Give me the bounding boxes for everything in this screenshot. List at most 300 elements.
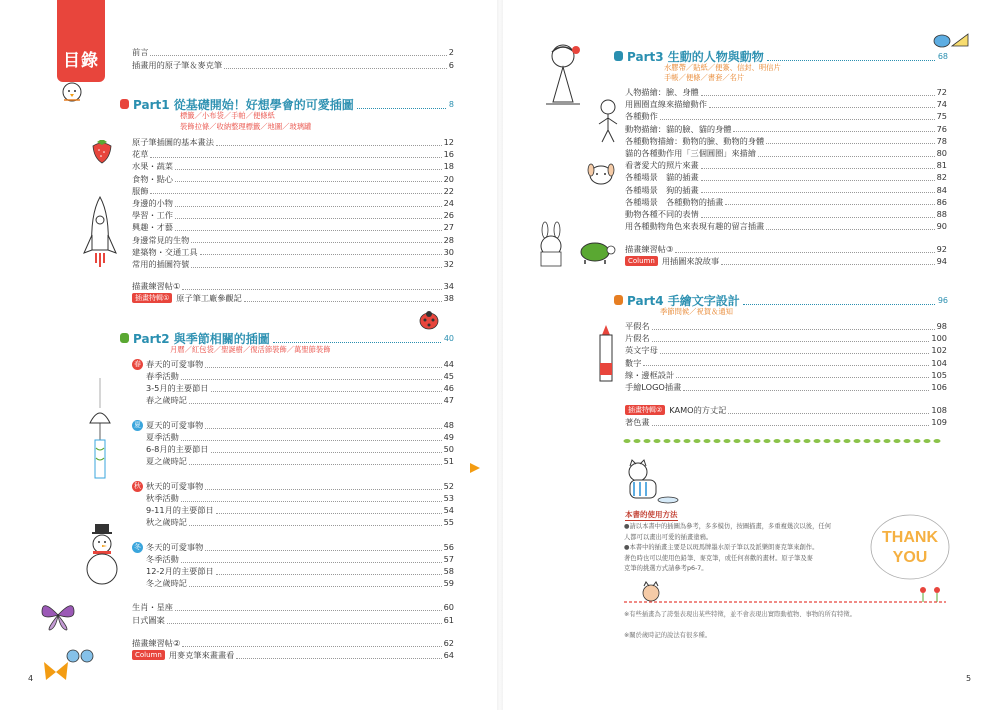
leaf-mark bbox=[654, 439, 661, 443]
toc-entry-page: 20 bbox=[443, 173, 454, 184]
turtle-icon bbox=[575, 238, 615, 266]
toc-entry[interactable] bbox=[146, 431, 454, 443]
toc-entry-title: 用麥克筆來畫畫看 bbox=[168, 650, 235, 660]
leader-dots bbox=[675, 246, 934, 253]
toc-entry-page: 61 bbox=[443, 615, 454, 625]
toc-entry-page: 80 bbox=[936, 148, 947, 158]
toc-entry-title: 3-5月的主要節日 bbox=[146, 383, 209, 393]
toc-entry-page: 50 bbox=[443, 444, 454, 454]
toc-entry[interactable] bbox=[625, 171, 947, 183]
ladybug-icon bbox=[418, 310, 440, 330]
toc-entry-title: 秋季活動 bbox=[146, 493, 179, 503]
toc-entry[interactable] bbox=[625, 332, 947, 344]
toc-entry[interactable] bbox=[625, 220, 947, 232]
leader-dots bbox=[766, 223, 934, 230]
toc-entry[interactable] bbox=[625, 147, 947, 159]
leaf-mark bbox=[894, 439, 901, 443]
toc-entry-page: 6 bbox=[448, 60, 454, 70]
toc-entry-page: 27 bbox=[443, 222, 454, 233]
toc-entry-title: 生肖・星座 bbox=[132, 602, 173, 612]
toc-entry-title: 食物・點心 bbox=[132, 173, 173, 184]
leaf-mark bbox=[864, 439, 871, 443]
column-badge: Column bbox=[625, 256, 658, 266]
toc-entry-title: 原子筆工廠參觀記 bbox=[176, 293, 242, 303]
toc-entry-page: 24 bbox=[443, 198, 454, 208]
part-page: 40 bbox=[443, 333, 454, 343]
toc-entry-title: 服飾 bbox=[132, 185, 149, 196]
leader-dots bbox=[205, 544, 441, 551]
toc-entry[interactable] bbox=[132, 221, 454, 233]
toc-entry-title: 英文字母 bbox=[625, 345, 658, 356]
leader-dots bbox=[150, 151, 441, 158]
toc-entry[interactable] bbox=[132, 148, 454, 160]
thank-you-icon bbox=[870, 512, 950, 582]
leader-dots bbox=[728, 407, 929, 414]
part-marker bbox=[614, 295, 623, 305]
toc-entry[interactable] bbox=[132, 234, 454, 246]
toc-entry-page: 55 bbox=[443, 517, 454, 527]
toc-entry-page: 105 bbox=[931, 369, 947, 380]
toc-entry-title: 春季活動 bbox=[146, 371, 179, 381]
leaf-mark bbox=[724, 439, 731, 443]
leader-dots bbox=[701, 174, 935, 181]
toc-entry-title: 冬之歲時記 bbox=[146, 578, 187, 588]
leader-dots bbox=[211, 385, 442, 392]
toc-entry[interactable] bbox=[625, 196, 947, 208]
toc-entry-title: 用插圖來說故事 bbox=[661, 256, 720, 266]
toc-entry[interactable] bbox=[625, 416, 947, 428]
mouse-cheese-icon bbox=[930, 30, 970, 50]
toc-entry[interactable] bbox=[625, 86, 947, 98]
part-heading[interactable] bbox=[614, 292, 948, 308]
toc-entry-page: 60 bbox=[443, 602, 454, 612]
usage-line: ●本書中的插畫主要是以斑馬牌墨水原子筆以及派樂朗麥克筆來創作。 bbox=[624, 544, 819, 551]
leaf-border bbox=[625, 436, 947, 446]
toc-entry[interactable] bbox=[146, 553, 454, 565]
dog-face-icon bbox=[587, 162, 615, 186]
toc-entry-title: 日式圖案 bbox=[132, 615, 165, 625]
leaf-mark bbox=[834, 439, 841, 443]
toc-entry[interactable] bbox=[132, 292, 454, 304]
part-title: Part2 與季節相關的插圖 bbox=[133, 331, 270, 346]
leader-dots bbox=[189, 397, 442, 404]
toc-entry-title: 用各種動物角色來表現有趣的留言插畫 bbox=[625, 221, 765, 232]
leader-dots bbox=[175, 175, 442, 182]
toc-entry[interactable] bbox=[146, 370, 454, 382]
toc-entry-page: 109 bbox=[931, 417, 947, 427]
toc-entry[interactable] bbox=[625, 369, 947, 381]
leaf-mark bbox=[914, 439, 921, 443]
leader-dots bbox=[175, 200, 442, 207]
toc-entry-title: 描畫練習帖③ bbox=[625, 244, 674, 254]
toc-entry[interactable] bbox=[146, 565, 454, 577]
part-page: 96 bbox=[937, 295, 948, 305]
snowman-icon bbox=[85, 522, 119, 588]
toc-entry[interactable] bbox=[132, 173, 454, 185]
toc-entry-page: 30 bbox=[443, 246, 454, 257]
toc-entry[interactable] bbox=[625, 159, 947, 171]
leaf-mark bbox=[664, 439, 671, 443]
leader-dots bbox=[721, 258, 934, 265]
leader-dots bbox=[191, 261, 441, 268]
toc-entry-page: 76 bbox=[936, 123, 947, 134]
part-title: Part4 手繪文字設計 bbox=[627, 293, 740, 308]
feature-badge: 插畫特輯② bbox=[625, 405, 665, 415]
thank-you-text-1: THANK bbox=[882, 529, 938, 546]
leader-dots bbox=[273, 334, 441, 343]
toc-entry[interactable] bbox=[132, 541, 454, 553]
leaf-mark bbox=[634, 439, 641, 443]
toc-entry-title: 夏季活動 bbox=[146, 432, 179, 442]
leader-dots bbox=[205, 422, 441, 429]
leader-dots bbox=[181, 495, 442, 502]
toc-entry-page: 26 bbox=[443, 210, 454, 221]
toc-entry-page: 74 bbox=[936, 99, 947, 110]
leader-dots bbox=[767, 52, 935, 61]
toc-entry-title: 各種動物描繪：動物的臉、動物的身體 bbox=[625, 135, 765, 146]
toc-entry[interactable] bbox=[146, 577, 454, 589]
leader-dots bbox=[216, 507, 442, 514]
toc-entry-title: 夏之歲時記 bbox=[146, 456, 187, 466]
toc-entry[interactable] bbox=[146, 492, 454, 504]
toc-entry-page: 106 bbox=[931, 382, 947, 392]
toc-entry-page: 28 bbox=[443, 234, 454, 245]
part-heading[interactable] bbox=[614, 48, 948, 64]
column-badge: Column bbox=[132, 650, 165, 660]
toc-entry-page: 59 bbox=[443, 578, 454, 588]
leaf-mark bbox=[624, 439, 631, 443]
toc-entry-page: 108 bbox=[931, 405, 947, 415]
toc-entry-title: 12-2月的主要節日 bbox=[146, 566, 214, 576]
leader-dots bbox=[182, 640, 441, 647]
toc-entry-page: 32 bbox=[443, 259, 454, 269]
toc-entry-page: 104 bbox=[931, 357, 947, 368]
toc-entry-title: 描畫練習帖② bbox=[132, 638, 181, 648]
leaf-mark bbox=[814, 439, 821, 443]
part-subtitle: 月曆／紅包袋／聖誕樹／復活節裝飾／萬聖節裝飾 bbox=[170, 345, 331, 354]
usage-line: 人都可以畫出可愛的插畫塗鴉。 bbox=[624, 533, 713, 541]
leaf-mark bbox=[794, 439, 801, 443]
toc-entry[interactable] bbox=[132, 358, 454, 370]
season-badge: 秋 bbox=[134, 481, 141, 490]
leader-dots bbox=[701, 89, 935, 96]
toc-entry[interactable] bbox=[625, 98, 947, 110]
leader-dots bbox=[244, 295, 442, 302]
leaf-mark bbox=[754, 439, 761, 443]
leader-dots bbox=[181, 434, 442, 441]
toc-entry-page: 46 bbox=[443, 383, 454, 393]
toc-entry[interactable] bbox=[146, 394, 454, 406]
toc-entry-page: 88 bbox=[936, 209, 947, 219]
toc-entry-title: 身邊的小物 bbox=[132, 198, 173, 208]
toc-entry[interactable] bbox=[625, 381, 947, 393]
ground-line bbox=[624, 600, 946, 604]
toc-entry-page: 64 bbox=[443, 650, 454, 660]
toc-entry-title: 貓的各種動作用「三個圓圈」來描繪 bbox=[625, 148, 757, 158]
toc-entry-title: 插畫用的原子筆＆麥克筆 bbox=[132, 60, 223, 70]
toc-entry-title: 用圓圈直線來描繪動作 bbox=[625, 99, 707, 110]
toc-entry-page: 84 bbox=[936, 184, 947, 195]
toc-entry-page: 18 bbox=[443, 161, 454, 172]
leader-dots bbox=[236, 652, 441, 659]
toc-entry[interactable] bbox=[132, 209, 454, 221]
part-marker bbox=[120, 99, 129, 109]
toc-entry-page: 2 bbox=[448, 47, 454, 57]
toc-entry[interactable] bbox=[625, 123, 947, 135]
toc-entry[interactable] bbox=[132, 280, 454, 292]
leader-dots bbox=[150, 187, 441, 194]
season-badge: 夏 bbox=[134, 420, 141, 429]
part-marker bbox=[120, 333, 129, 343]
toc-entry-title: 看著愛犬的照片來畫 bbox=[625, 160, 699, 171]
leaf-mark bbox=[824, 439, 831, 443]
toc-entry-title: 動物描繪：貓的臉、貓的身體 bbox=[625, 123, 732, 134]
leader-dots bbox=[175, 224, 442, 231]
leader-dots bbox=[191, 236, 441, 243]
toc-entry[interactable] bbox=[625, 243, 947, 255]
part-page: 68 bbox=[937, 51, 948, 61]
thank-you-text-2: YOU bbox=[892, 549, 928, 566]
leader-dots bbox=[181, 373, 442, 380]
leaf-mark bbox=[694, 439, 701, 443]
leaf-mark bbox=[644, 439, 651, 443]
toc-entry[interactable] bbox=[146, 504, 454, 516]
toc-entry-title: 著色畫 bbox=[625, 417, 650, 427]
toc-entry-page: 100 bbox=[931, 333, 947, 344]
toc-entry[interactable] bbox=[132, 614, 454, 626]
leader-dots bbox=[205, 483, 441, 490]
leaf-mark bbox=[904, 439, 911, 443]
leader-dots bbox=[652, 323, 935, 330]
feature-badge: 插畫特輯① bbox=[132, 293, 172, 303]
usage-line: 著色時也可以使用色鉛筆、麥克筆，或任何喜歡的畫材。原子筆及麥 bbox=[624, 554, 813, 562]
footnote: ※有些插畫為了誇張表現出某些特徵，並不會表現出實際動植物、事物的所有特徵。 bbox=[624, 611, 856, 618]
toc-entry-title: 各種動作 bbox=[625, 111, 658, 122]
toc-entry-title: 各種場景 貓的插畫 bbox=[625, 172, 699, 183]
toc-entry-page: 16 bbox=[443, 149, 454, 160]
leaf-mark bbox=[924, 439, 931, 443]
leaf-mark bbox=[684, 439, 691, 443]
leader-dots bbox=[357, 100, 446, 109]
leader-dots bbox=[181, 556, 442, 563]
fox-icon bbox=[640, 582, 662, 602]
part-subtitle: 標籤／小布袋／手帕／便條紙 bbox=[180, 111, 275, 120]
toc-entry-title: 春天的可愛事物 bbox=[146, 359, 204, 369]
pencil-icon bbox=[596, 325, 616, 383]
toc-entry-title: 9-11月的主要節日 bbox=[146, 505, 214, 515]
moth-icon bbox=[42, 660, 70, 684]
toc-tab bbox=[57, 0, 105, 82]
toc-entry-title: 動物各種不同的表情 bbox=[625, 209, 699, 219]
leader-dots bbox=[709, 101, 935, 108]
rocket-icon bbox=[82, 195, 118, 280]
rabbit-icon bbox=[535, 222, 567, 267]
leaf-mark bbox=[884, 439, 891, 443]
leader-dots bbox=[701, 186, 935, 193]
leader-dots bbox=[660, 113, 935, 120]
toc-entry[interactable] bbox=[132, 197, 454, 209]
toc-entry-title: 平假名 bbox=[625, 321, 650, 331]
toc-entry-title: 興趣・才藝 bbox=[132, 222, 173, 233]
toc-entry-page: 45 bbox=[443, 371, 454, 381]
leaf-mark bbox=[874, 439, 881, 443]
toc-entry[interactable] bbox=[146, 455, 454, 467]
toc-entry-page: 47 bbox=[443, 395, 454, 405]
toc-entry-page: 54 bbox=[443, 505, 454, 515]
toc-entry-page: 44 bbox=[443, 359, 454, 369]
toc-entry[interactable] bbox=[132, 480, 454, 492]
part-subtitle: 季節問候／祝賀＆通知 bbox=[660, 307, 733, 316]
toc-entry-page: 92 bbox=[936, 244, 947, 254]
part-title: Part3 生動的人物與動物 bbox=[627, 49, 764, 64]
toc-entry[interactable] bbox=[625, 320, 947, 332]
leaf-mark bbox=[804, 439, 811, 443]
toc-entry-page: 53 bbox=[443, 493, 454, 503]
toc-entry-title: 手繪LOGO插畫 bbox=[625, 382, 682, 392]
toc-entry-page: 86 bbox=[936, 196, 947, 207]
toc-entry[interactable] bbox=[132, 160, 454, 172]
leader-dots bbox=[211, 446, 442, 453]
part-subtitle: 水膠帶／貼紙／便簽、信封、明信片 bbox=[664, 63, 781, 72]
toc-entry[interactable] bbox=[132, 185, 454, 197]
toc-entry[interactable] bbox=[132, 419, 454, 431]
toc-entry[interactable] bbox=[625, 404, 947, 416]
toc-entry-title: 6-8月的主要節日 bbox=[146, 444, 209, 454]
butterfly-icon bbox=[38, 598, 78, 632]
usage-title: 本書的使用方法 bbox=[625, 510, 678, 519]
leaf-mark bbox=[934, 439, 941, 443]
toc-entry-title: KAMO的方丈記 bbox=[669, 405, 727, 415]
toc-entry-title: 冬天的可愛事物 bbox=[146, 542, 204, 552]
toc-entry-title: 原子筆插圖的基本畫法 bbox=[132, 137, 214, 147]
leaf-mark bbox=[734, 439, 741, 443]
toc-entry-title: 建築物・交通工具 bbox=[132, 246, 198, 257]
toc-entry-title: 春之歲時記 bbox=[146, 395, 187, 405]
toc-entry-title: 線・邊框設計 bbox=[625, 369, 675, 380]
toc-entry-title: 各種場景 各種動物的插畫 bbox=[625, 196, 724, 207]
toc-entry[interactable] bbox=[132, 246, 454, 258]
leader-dots bbox=[725, 198, 934, 205]
toc-entry[interactable] bbox=[132, 637, 454, 649]
book-gutter bbox=[497, 0, 503, 710]
toc-entry-title: 常用的插圖符號 bbox=[132, 259, 190, 269]
toc-entry-page: 81 bbox=[936, 160, 947, 171]
leaf-mark bbox=[704, 439, 711, 443]
toc-entry-title: 秋天的可愛事物 bbox=[146, 481, 204, 491]
toc-entry-title: 片假名 bbox=[625, 333, 650, 344]
leader-dots bbox=[216, 568, 442, 575]
toc-entry-page: 102 bbox=[931, 345, 947, 356]
toc-entry-page: 49 bbox=[443, 432, 454, 442]
leader-dots bbox=[175, 212, 442, 219]
toc-entry[interactable] bbox=[625, 184, 947, 196]
toc-entry-page: 62 bbox=[443, 638, 454, 648]
leader-dots bbox=[758, 150, 935, 157]
toc-entry-page: 58 bbox=[443, 566, 454, 576]
leader-dots bbox=[200, 248, 442, 255]
part-title: Part1 從基礎開始！好想學會的可愛插圖 bbox=[133, 97, 354, 112]
leader-dots bbox=[189, 580, 442, 587]
leader-dots bbox=[766, 137, 934, 144]
usage-line: ●請以本書中的插圖為參考，多多模仿，按圖描畫，多重複幾次以後，任何 bbox=[624, 523, 831, 530]
toc-entry-title: 學習・工作 bbox=[132, 210, 173, 221]
toc-entry[interactable] bbox=[625, 135, 947, 147]
toc-entry-page: 98 bbox=[936, 321, 947, 331]
cat-icon bbox=[620, 460, 680, 508]
toc-entry[interactable] bbox=[132, 59, 454, 71]
part-heading[interactable] bbox=[120, 96, 454, 112]
toc-entry[interactable] bbox=[625, 357, 947, 369]
leader-dots bbox=[652, 335, 930, 342]
wind-chime-icon bbox=[85, 378, 115, 488]
leaf-mark bbox=[854, 439, 861, 443]
leaf-mark bbox=[744, 439, 751, 443]
toc-entry-page: 72 bbox=[936, 87, 947, 97]
toc-entry-page: 90 bbox=[936, 221, 947, 232]
toc-entry[interactable] bbox=[132, 258, 454, 270]
toc-entry-page: 94 bbox=[936, 256, 947, 266]
leader-dots bbox=[189, 458, 442, 465]
toc-entry-title: 冬季活動 bbox=[146, 554, 179, 564]
boy-icon bbox=[595, 98, 621, 144]
right-page-number: 5 bbox=[966, 674, 972, 683]
toc-entry-page: 12 bbox=[443, 137, 454, 147]
leader-dots bbox=[205, 361, 441, 368]
part-marker bbox=[614, 51, 623, 61]
season-badge: 春 bbox=[134, 359, 141, 368]
toc-entry-title: 各種場景 狗的插畫 bbox=[625, 184, 699, 195]
toc-entry-page: 75 bbox=[936, 111, 947, 122]
toc-entry-page: 34 bbox=[443, 281, 454, 291]
leaf-mark bbox=[764, 439, 771, 443]
leader-dots bbox=[643, 359, 929, 366]
toc-entry-page: 82 bbox=[936, 172, 947, 183]
leader-dots bbox=[150, 49, 446, 56]
part-subtitle: 裝飾拉條／收納整理標籤／地圖／玻璃罐 bbox=[180, 122, 312, 131]
toc-entry[interactable] bbox=[625, 110, 947, 122]
toc-entry[interactable] bbox=[625, 344, 947, 356]
toc-entry[interactable] bbox=[625, 255, 947, 267]
part-page: 8 bbox=[448, 99, 454, 109]
toc-entry[interactable] bbox=[132, 46, 454, 58]
toc-entry-page: 22 bbox=[443, 185, 454, 196]
toc-entry[interactable] bbox=[132, 136, 454, 148]
leader-dots bbox=[743, 296, 935, 305]
toc-entry-title: 秋之歲時記 bbox=[146, 517, 187, 527]
leaf-mark bbox=[714, 439, 721, 443]
leader-dots bbox=[216, 139, 442, 146]
toc-title: 目錄 bbox=[63, 51, 99, 71]
leader-dots bbox=[652, 419, 930, 426]
toc-entry[interactable] bbox=[625, 208, 947, 220]
toc-entry-title: 人物描繪：臉、身體 bbox=[625, 87, 699, 97]
toc-entry[interactable] bbox=[146, 516, 454, 528]
leaf-mark bbox=[774, 439, 781, 443]
leader-dots bbox=[676, 371, 929, 378]
leader-dots bbox=[701, 162, 935, 169]
leader-dots bbox=[224, 62, 447, 69]
toc-entry[interactable] bbox=[146, 382, 454, 394]
toc-entry-title: 描畫練習帖① bbox=[132, 281, 181, 291]
leader-dots bbox=[167, 617, 442, 624]
toc-entry[interactable] bbox=[132, 601, 454, 613]
leader-dots bbox=[660, 347, 930, 354]
toc-entry-title: 身邊常見的生物 bbox=[132, 234, 190, 245]
part-heading[interactable] bbox=[120, 330, 454, 346]
toc-entry[interactable] bbox=[146, 443, 454, 455]
leader-dots bbox=[182, 283, 441, 290]
toc-entry[interactable] bbox=[132, 649, 454, 661]
